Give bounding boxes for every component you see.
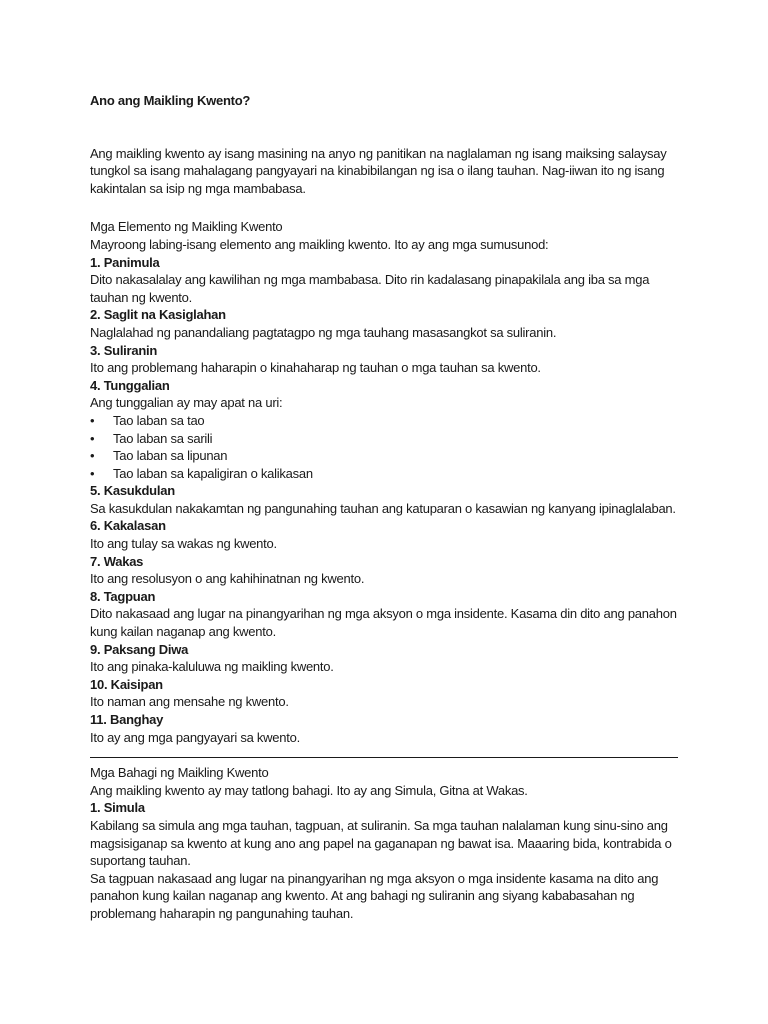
element-item — [90, 482, 690, 517]
element-text: Ito ang problemang haharapin o kinahaharap ng tauhan o mga tauhan sa kwento. — [90, 360, 541, 376]
simula-heading: 1. Simula — [90, 800, 145, 816]
bullet-icon: • — [90, 430, 95, 446]
list-item-text: Tao laban sa lipunan — [113, 448, 228, 464]
element-heading: 9. Paksang Diwa — [90, 641, 189, 657]
element-text: Ito ang resolusyon o ang kahihinatnan ng kwento. — [90, 571, 365, 587]
list-item-text: Tao laban sa tao — [113, 412, 205, 428]
bahagi-heading: Mga Bahagi ng Maikling Kwento — [90, 765, 269, 781]
element-item — [90, 553, 690, 588]
spacer — [90, 197, 690, 218]
bullet-icon: • — [90, 412, 95, 428]
intro-paragraph: Ang maikling kwento ay isang masining na anyo ng panitikan na naglalaman ng isang maiksing salaysay tungkol sa isang mahalagang pangyayari na kinabibilangan ng isa o ilang tauhan. Nag-iiwan ito ng isang kakintalan sa isip ng mga mambabasa. — [90, 145, 667, 196]
element-text: Ang tunggalian ay may apat na uri: — [90, 395, 283, 411]
element-item — [90, 254, 690, 307]
element-heading: 3. Suliranin — [90, 342, 158, 358]
list-item — [90, 465, 690, 483]
list-item-text: Tao laban sa sarili — [113, 430, 213, 446]
element-heading: 10. Kaisipan — [90, 676, 163, 692]
element-heading: 11. Banghay — [90, 712, 164, 727]
element-heading: 7. Wakas — [90, 553, 144, 569]
element-heading: 6. Kakalasan — [90, 518, 166, 534]
element-text: Ito ang tulay sa wakas ng kwento. — [90, 536, 277, 552]
tunggalian-list — [90, 412, 690, 482]
elements-section — [90, 218, 690, 746]
simula-paragraph: Sa tagpuan nakasaad ang lugar na pinangyarihan ng mga aksyon o mga insidente kasama na dito ang panahon kung kailan naganap ang kwento. At ang bahagi ng suliranin ang siyang kababasahan ng problemang haharapin ng pangunahing tauhan. — [90, 870, 659, 921]
element-item — [90, 342, 690, 377]
bahagi-lead: Ang maikling kwento ay may tatlong bahagi. Ito ay ang Simula, Gitna at Wakas. — [90, 782, 528, 798]
element-text: Ito naman ang mensahe ng kwento. — [90, 694, 289, 710]
element-text: Dito nakasaad ang lugar na pinangyarihan ng mga aksyon o mga insidente. Kasama din dito ang panahon kung kailan naganap ang kwento. — [90, 606, 677, 640]
element-text: Sa kasukdulan nakakamtan ng pangunahing tauhan ang katuparan o kasawian ng kanyang ipinaglalaban. — [90, 500, 676, 516]
element-text: Ito ay ang mga pangyayari sa kwento. — [90, 729, 300, 745]
element-heading: 8. Tagpuan — [90, 588, 156, 604]
element-text: Naglalahad ng panandaliang pagtatagpo ng mga tauhang masasangkot sa suliranin. — [90, 324, 557, 340]
list-item — [90, 412, 690, 430]
element-item — [90, 517, 690, 552]
element-item — [90, 588, 690, 641]
list-item-text: Tao laban sa kapaligiran o kalikasan — [113, 465, 313, 481]
simula-paragraph: Kabilang sa simula ang mga tauhan, tagpuan, at suliranin. Sa mga tauhan nalalaman kung sinu-sino ang magsisiganap sa kwento at kung ano ang papel na gaganapan ng bawat isa. Maaaring bida, kontrabida o suportang tauhan. — [90, 817, 672, 869]
bullet-icon: • — [90, 465, 95, 481]
list-item — [90, 447, 690, 465]
bullet-icon: • — [90, 448, 95, 464]
element-item — [90, 306, 690, 341]
element-heading: 2. Saglit na Kasiglahan — [90, 307, 226, 323]
bahagi-section — [90, 764, 690, 922]
element-heading: 1. Panimula — [90, 254, 160, 270]
elements-heading: Mga Elemento ng Maikling Kwento — [90, 219, 283, 235]
elements-lead: Mayroong labing-isang elemento ang maikling kwento. Ito ay ang mga sumusunod: — [90, 236, 549, 252]
section-divider — [90, 757, 678, 758]
element-heading: 5. Kasukdulan — [90, 483, 175, 499]
element-item — [90, 641, 690, 676]
document-title: Ano ang Maikling Kwento? — [90, 93, 251, 108]
element-heading: 4. Tunggalian — [90, 377, 170, 393]
element-item — [90, 676, 690, 711]
element-item — [90, 377, 690, 483]
element-text: Dito nakasalalay ang kawilihan ng mga mambabasa. Dito rin kadalasang pinapakilala ang iba sa mga tauhan ng kwento. — [90, 272, 650, 305]
element-item — [90, 711, 690, 746]
element-text: Ito ang pinaka-kaluluwa ng maikling kwento. — [90, 659, 334, 675]
spacer — [90, 110, 690, 145]
document-page — [90, 92, 690, 923]
list-item — [90, 430, 690, 448]
